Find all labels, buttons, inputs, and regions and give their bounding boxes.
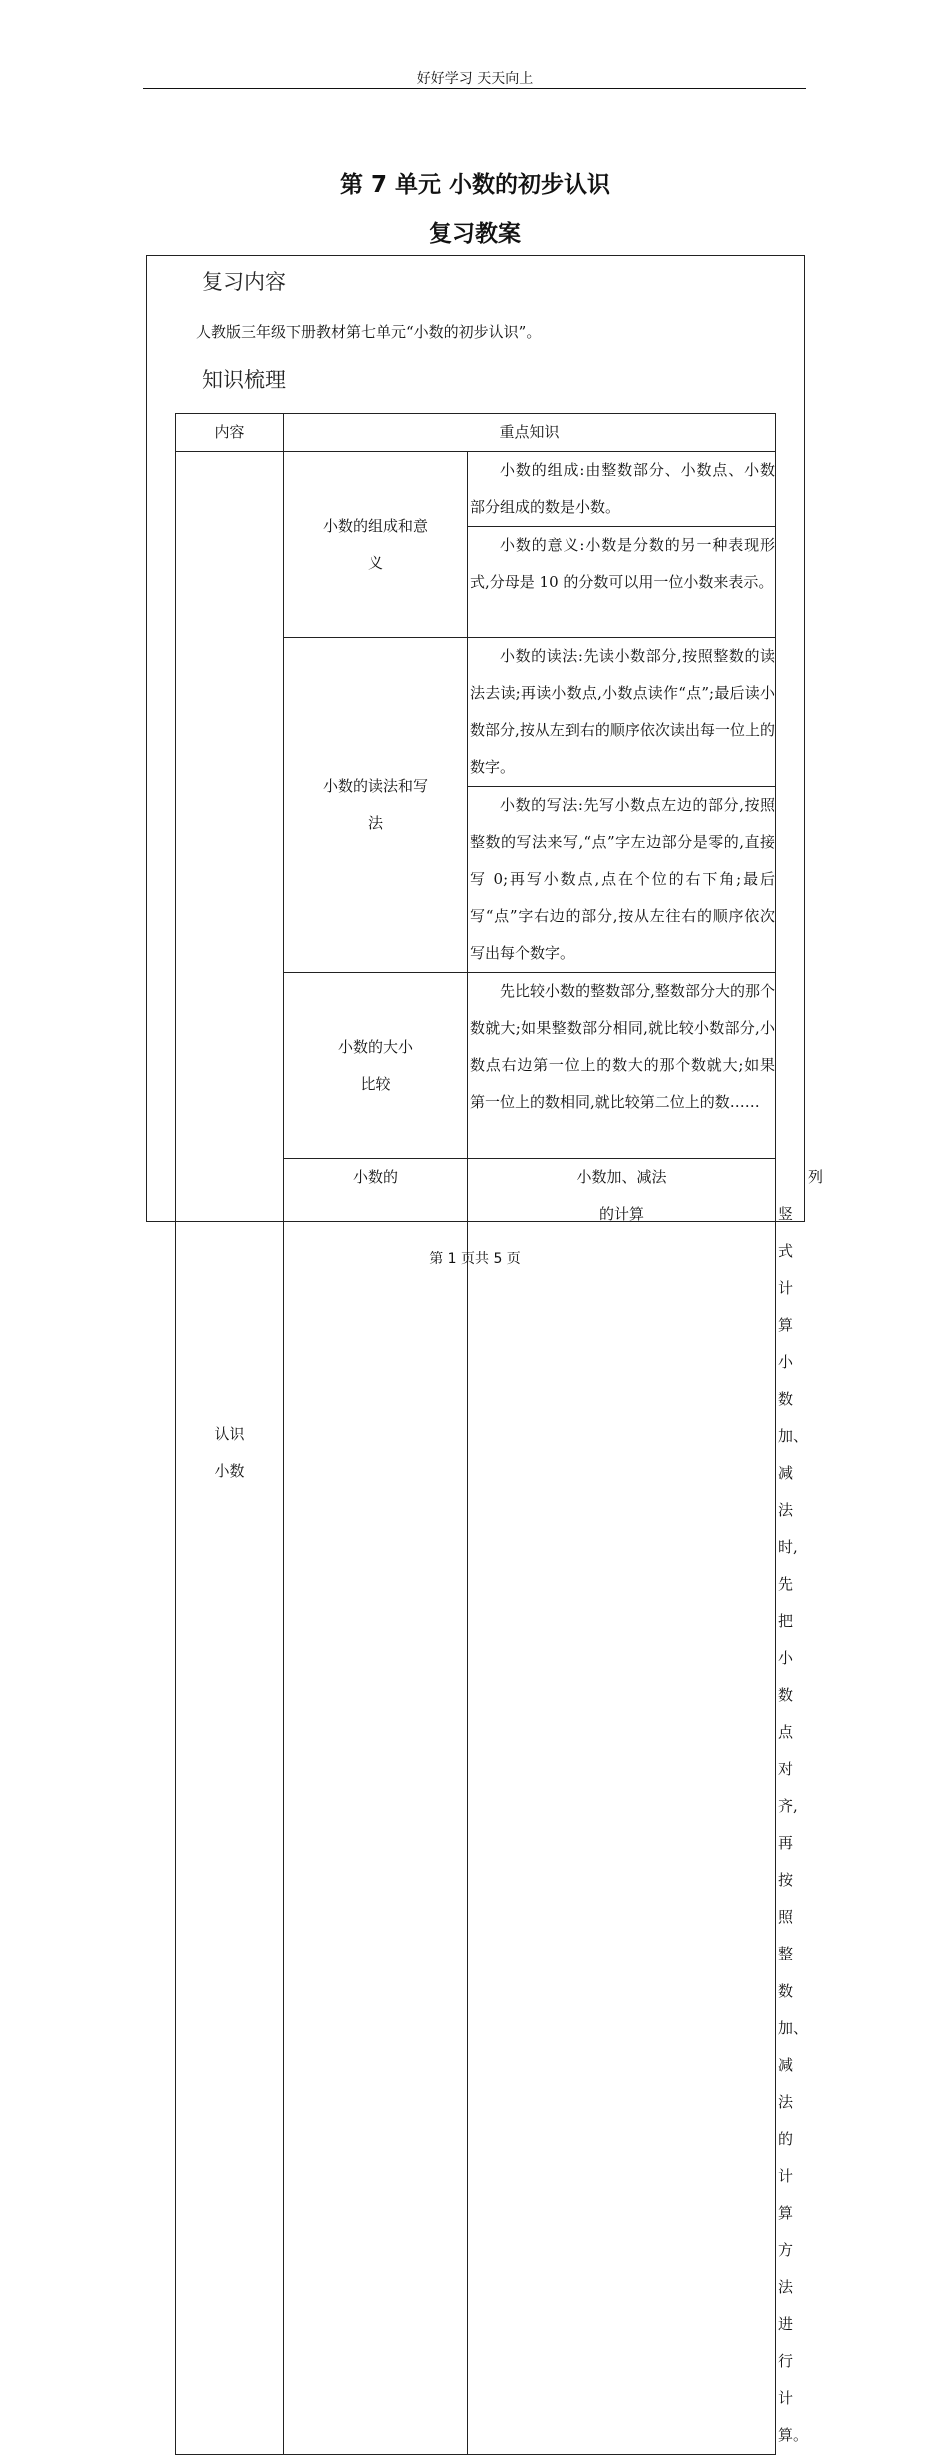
point-reading: 小数的读法:先读小数部分,按照整数的读法去读;再读小数点,小数点读作“点”;最后读小数部分,按从左到右的顺序依次读出每一位上的数字。 <box>468 638 776 787</box>
topic-line: 小数的大小 <box>337 1037 413 1056</box>
topic-line: 小数加、减法 <box>576 1168 667 1186</box>
group-label-line: 认识 <box>214 1425 245 1443</box>
topic-composition-meaning <box>284 452 468 638</box>
header-content: 内容 <box>176 414 284 452</box>
unit-title: 第 7 单元 小数的初步认识 <box>339 172 611 198</box>
table-header-row <box>176 414 776 452</box>
topic-line: 小数的读法和写 <box>322 777 428 795</box>
topic-line: 法 <box>367 814 383 832</box>
point-comparison: 先比较小数的整数部分,整数部分大的那个数就大;如果整数部分相同,就比较小数部分,小数点右边第一位上的数大的那个数就大;如果第一位上的数相同,就比较第二位上的数…… <box>468 973 776 1159</box>
table-row: 小数的 小数加、减法 的计算 列竖式计算小数加、减法时,先把小数点对齐,再按照整数加、减法的计算方法进行计算。 <box>176 1159 776 2455</box>
group-label-line: 小数 <box>214 1462 245 1480</box>
group-label-recognize-decimals <box>176 452 284 2455</box>
point-writing: 小数的写法:先写小数点左边的部分,按照整数的写法来写,“点”字左边部分是零的,直接写 0;再写小数点,点在个位的右下角;最后写“点”字右边的部分,按从左往右的顺序依次写出每个数字。 <box>468 787 776 973</box>
topic-line: 义 <box>367 553 383 572</box>
knowledge-table <box>175 413 824 2455</box>
plan-title: 复习教案 <box>429 221 521 247</box>
topic-line: 小数的组成和意 <box>322 516 428 535</box>
point-composition: 小数的组成:由整数部分、小数点、小数部分组成的数是小数。 <box>468 452 776 527</box>
topic-line: 的计算 <box>599 1205 645 1223</box>
review-content-heading: 复习内容 <box>202 270 286 294</box>
knowledge-heading: 知识梳理 <box>202 368 286 392</box>
topic-comparison <box>284 973 468 1159</box>
topic-add-subtract <box>468 1159 776 2455</box>
topic-line: 比较 <box>360 1074 391 1093</box>
page-header: 好好学习 天天向上 <box>416 71 534 87</box>
page-footer: 第 1 页共 5 页 <box>429 1251 521 1267</box>
header-rule <box>143 88 806 89</box>
point-meaning: 小数的意义:小数是分数的另一种表现形式,分母是 10 的分数可以用一位小数来表示。 <box>468 527 776 638</box>
topic-reading-writing <box>284 638 468 973</box>
review-content-text: 人教版三年级下册教材第七单元“小数的初步认识”。 <box>196 323 542 341</box>
group-label-decimal-ops: 小数的 <box>284 1159 468 2455</box>
table-row <box>176 452 776 527</box>
header-key-points: 重点知识 <box>284 414 776 452</box>
